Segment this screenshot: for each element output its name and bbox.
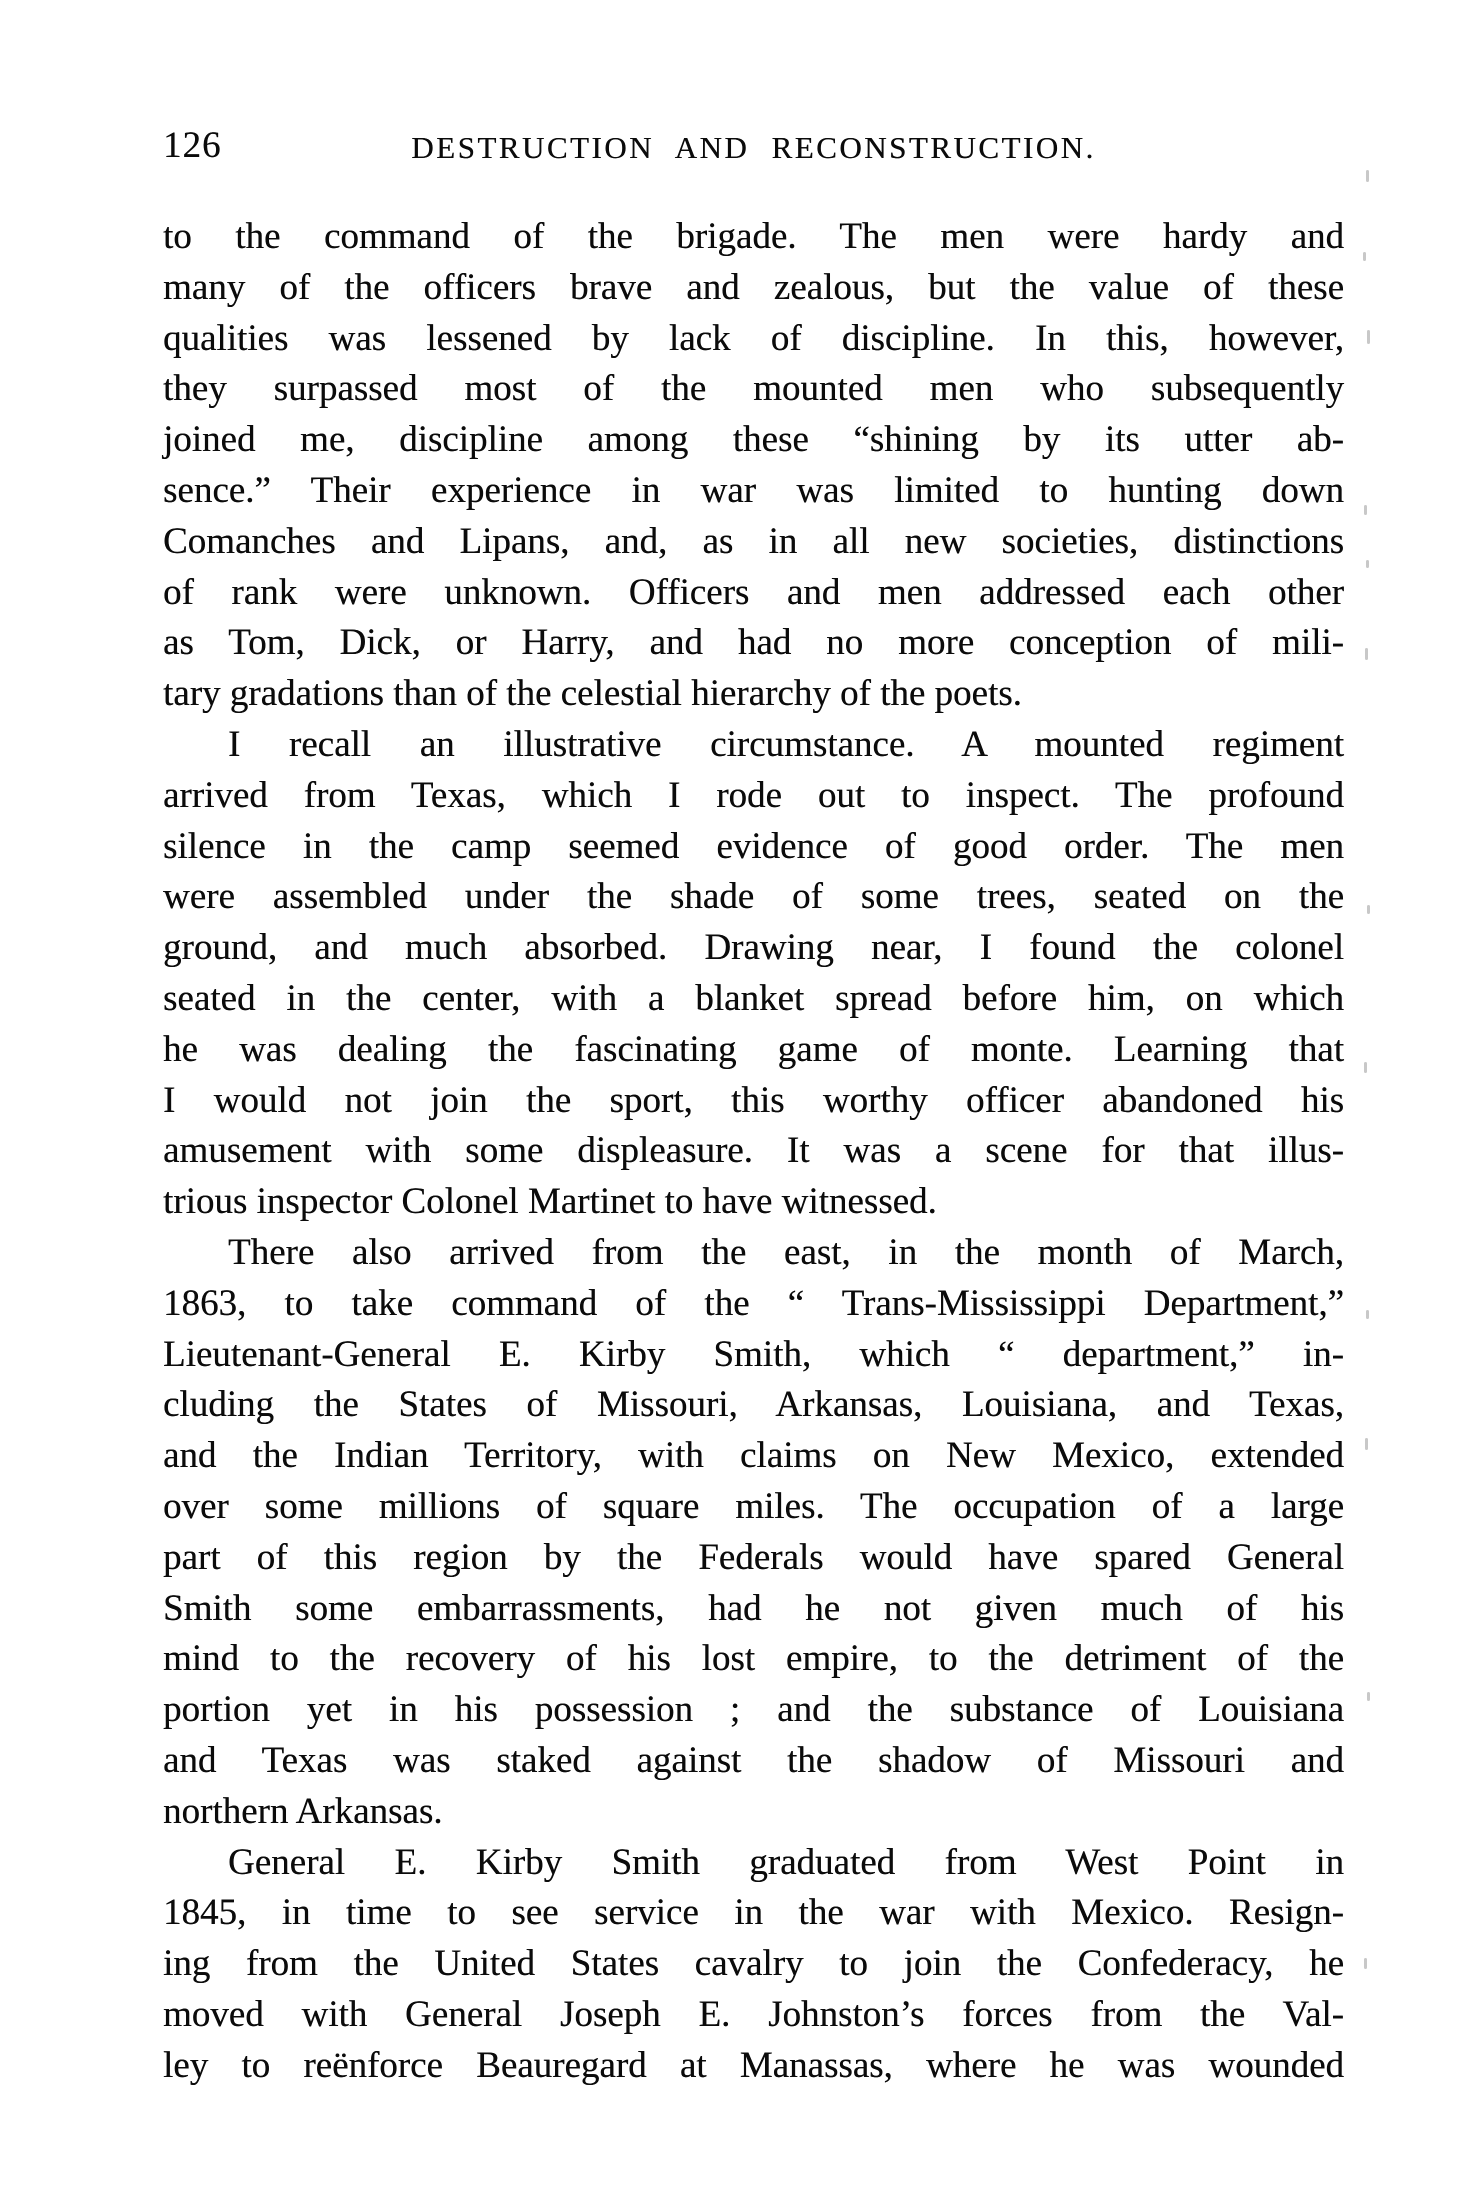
text-line: 1845, in time to see service in the war with Mexico. Resign-	[163, 1892, 1344, 1934]
text-line: he was dealing the fascinating game of monte. Learning that	[163, 1028, 1344, 1070]
text-line: trious inspector Colonel Martinet to have witnessed.	[163, 1181, 937, 1223]
text-line: sence.” Their experience in war was limited to hunting down	[163, 469, 1344, 511]
body-text	[163, 212, 1344, 2091]
text-line: moved with General Joseph E. Johnston’s forces from the Val-	[163, 1993, 1344, 2035]
text-line: portion yet in his possession ; and the substance of Louisiana	[163, 1689, 1344, 1731]
running-title: DESTRUCTION AND RECONSTRUCTION.	[411, 130, 1096, 165]
text-line: amusement with some displeasure. It was a scene for that illus-	[163, 1130, 1344, 1172]
text-line: seated in the center, with a blanket spread before him, on which	[163, 977, 1344, 1019]
text-line: cluding the States of Missouri, Arkansas, Louisiana, and Texas,	[163, 1384, 1344, 1426]
text-line: General E. Kirby Smith graduated from West Point in	[228, 1841, 1344, 1883]
text-line: Smith some embarrassments, had he not given much of his	[163, 1587, 1344, 1629]
text-line: over some millions of square miles. The occupation of a large	[163, 1485, 1344, 1527]
text-line: ley to reënforce Beauregard at Manassas, where he was wounded	[163, 2044, 1344, 2086]
text-line: There also arrived from the east, in the month of March,	[228, 1231, 1344, 1273]
text-line: to the command of the brigade. The men were hardy and	[163, 216, 1344, 257]
page-header	[163, 126, 1344, 170]
text-line: Comanches and Lipans, and, as in all new societies, distinctions	[163, 520, 1344, 562]
text-line: silence in the camp seemed evidence of good order. The men	[163, 825, 1344, 867]
text-line: and Texas was staked against the shadow of Missouri and	[163, 1739, 1344, 1781]
text-line: ground, and much absorbed. Drawing near, I found the colonel	[163, 927, 1344, 969]
text-line: and the Indian Territory, with claims on New Mexico, extended	[163, 1435, 1344, 1477]
text-line: 1863, to take command of the “ Trans-Mississippi Department,”	[163, 1282, 1344, 1324]
text-line: Lieutenant-General E. Kirby Smith, which “ department,” in-	[163, 1333, 1344, 1375]
text-line: they surpassed most of the mounted men who subsequently	[163, 368, 1344, 410]
text-line: mind to the recovery of his lost empire, to the detriment of the	[163, 1638, 1344, 1680]
text-line: tary gradations than of the celestial hierarchy of the poets.	[163, 673, 1022, 715]
text-line: arrived from Texas, which I rode out to inspect. The profound	[163, 774, 1344, 816]
text-line: of rank were unknown. Officers and men addressed each other	[163, 571, 1344, 613]
text-line: many of the officers brave and zealous, but the value of these	[163, 266, 1344, 308]
text-line: I would not join the sport, this worthy officer abandoned his	[163, 1079, 1344, 1121]
text-line: qualities was lessened by lack of discipline. In this, however,	[163, 317, 1344, 359]
text-line: as Tom, Dick, or Harry, and had no more conception of mili-	[163, 622, 1344, 664]
text-line: joined me, discipline among these “shining by its utter ab-	[163, 419, 1344, 461]
page-number: 126	[163, 125, 222, 166]
text-line: were assembled under the shade of some trees, seated on the	[163, 876, 1344, 918]
text-line: part of this region by the Federals would have spared General	[163, 1536, 1344, 1578]
text-line: northern Arkansas.	[163, 1790, 443, 1832]
text-line: ing from the United States cavalry to join the Confederacy, he	[163, 1943, 1344, 1985]
text-line: I recall an illustrative circumstance. A mounted regiment	[228, 723, 1344, 765]
